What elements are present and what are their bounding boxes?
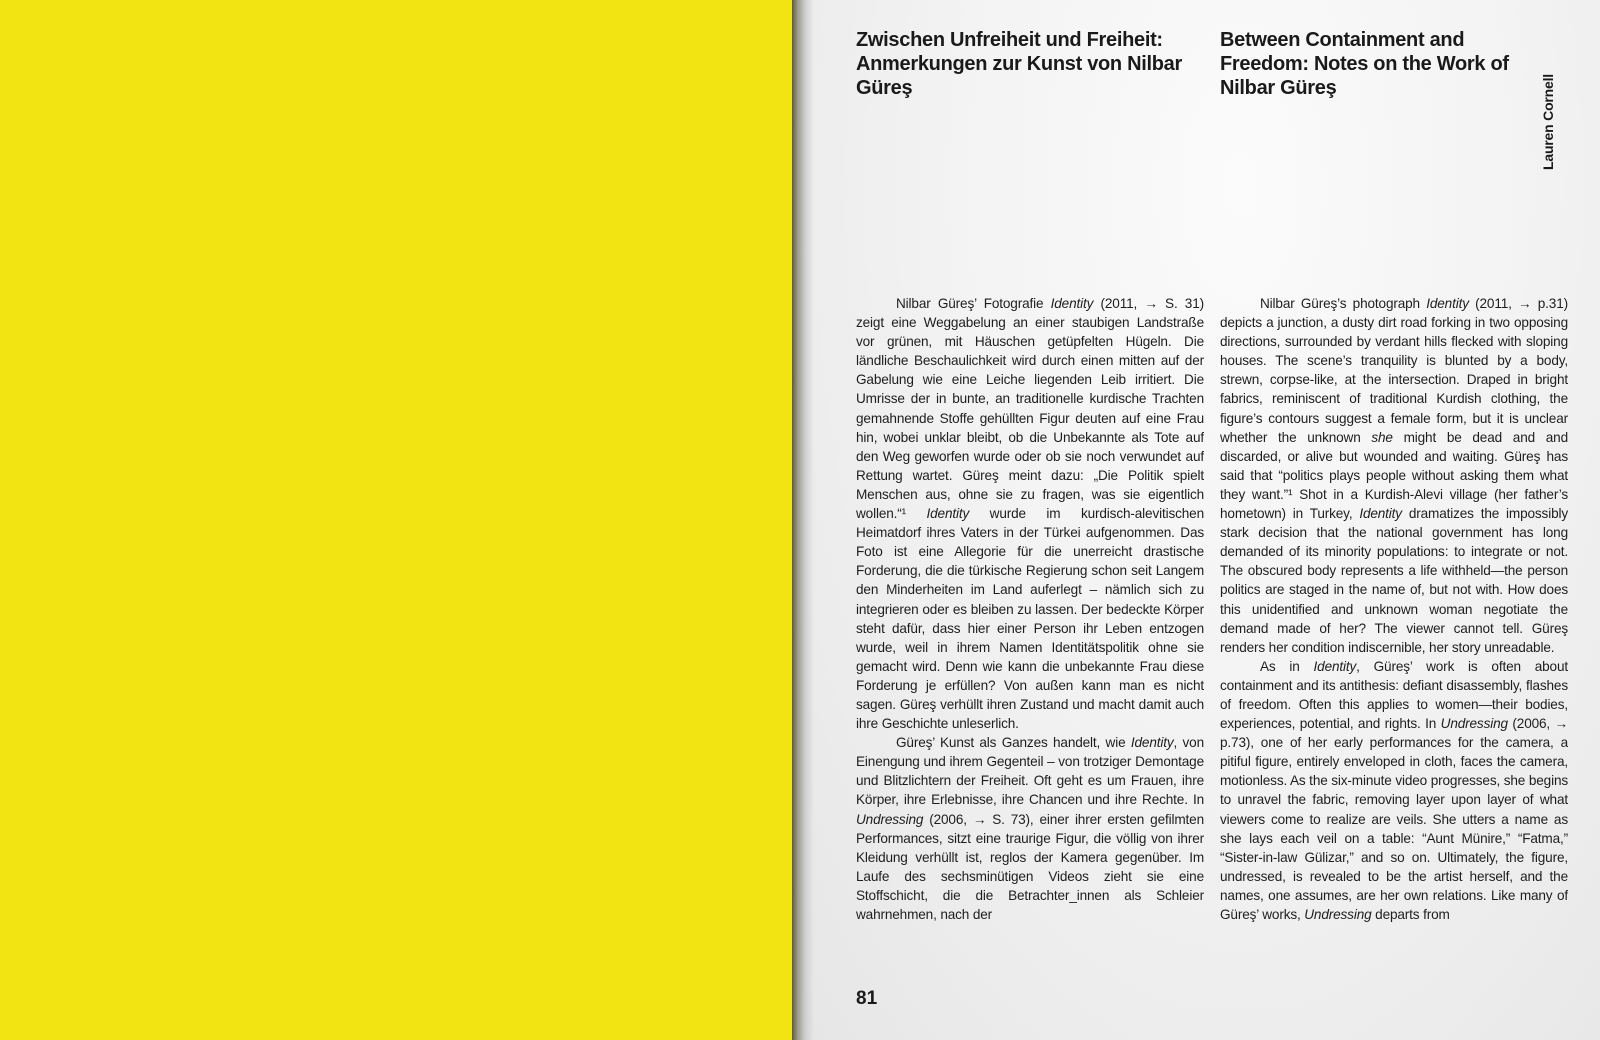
english-text-column bbox=[1220, 294, 1568, 964]
yellow-endpaper-page bbox=[0, 0, 796, 1040]
german-paragraph-2: Güreş’ Kunst als Ganzes handelt, wie Identity, von Einengung und ihrem Gegenteil – von trotziger Demontage und Blitzlichtern der Freiheit. Oft geht es um Frauen, ihre Körper, ihre Erlebnisse, ihre Chancen und ihre Rechte. In Undressing (2006, → S. 73), einer ihrer ersten gefilmten Performances, sitzt eine traurige Figur, die völlig von ihrer Kleidung verhüllt ist, reglos der Kamera gegenüber. Im Laufe des sechsminütigen Videos zieht sie eine Stoffschicht, die die Betrachter_innen als Schleier wahrnehmen, nach der bbox=[856, 735, 1204, 922]
german-text-column bbox=[856, 294, 1204, 964]
page-number: 81 bbox=[856, 988, 878, 1009]
german-paragraph-1: Nilbar Güreş’ Fotografie Identity (2011, → S. 31) zeigt eine Weggabelung an einer staubigen Landstraße vor grünen, mit Häuschen getüpfelten Hügeln. Die ländliche Beschaulichkeit wird durch einen mitten auf der Gabelung wie eine Leiche liegenden Leib irritiert. Die Umrisse der in bunte, an traditionelle kurdische Trachten gemahnende Stoffe gehüllten Figur deuten auf eine Frau hin, wobei unklar bleibt, ob die Unbekannte als Tote auf den Weg geworfen wurde oder ob sie noch verwundet auf Rettung wartet. Güreş meint dazu: „Die Politik spielt Menschen aus, ohne sie zu fragen, was sie eigentlich wollen.“¹ Identity wurde im kurdisch-alevitischen Heimatdorf ihres Vaters in der Türkei aufgenommen. Das Foto ist eine Allegorie für die unerreicht drastische Forderung, die die türkische Regierung schon seit Langem den Minderheiten im Land auferlegt – nämlich sich zu integrieren oder es bleiben zu lassen. Der bedeckte Körper steht dafür, dass hier einer Person ihr Leben entzogen wurde, weil in ihrem Namen Identitätspolitik ohne sie gemacht wird. Denn wie kann die unbekannte Frau diese Forderung je erfüllen? Von außen kann man es nicht sagen. Güreş verhüllt ihren Zustand und macht damit auch ihre Geschichte unleserlich. bbox=[856, 296, 1204, 732]
book-gutter-shadow bbox=[792, 0, 814, 1040]
english-paragraph-1: Nilbar Güreş’s photograph Identity (2011, → p.31) depicts a junction, a dusty dirt road forking in two opposing directions, surrounded by verdant hills flecked with sloping houses. The scene’s tranquility is blunted by a body, strewn, corpse-like, at the intersection. Draped in bright fabrics, reminiscent of traditional Kurdish clothing, the figure’s contours suggest a female form, but it is unclear whether the unknown she might be dead and and discarded, or alive but wounded and waiting. Güreş has said that “politics plays people without asking them what they want.”¹ Shot in a Kurdish-Alevi village (her father’s hometown) in Turkey, Identity dramatizes the impossibly stark decision that the national government has long demanded of its minority populations: to integrate or not. The obscured body represents a life withheld—the person politics are staged in the name of, but not with. How does this unidentified and unknown woman negotiate the demand made of her? The viewer cannot tell. Güreş renders her condition indiscernible, her story unreadable. bbox=[1220, 296, 1568, 655]
title-english: Between Containment and Freedom: Notes on the Work of Nilbar Güreş bbox=[1220, 29, 1509, 99]
author-name: Lauren Cornell bbox=[1540, 74, 1556, 170]
title-german: Zwischen Unfreiheit und Freiheit: Anmerkungen zur Kunst von Nilbar Güreş bbox=[856, 29, 1182, 99]
english-paragraph-2: As in Identity, Güreş’ work is often about containment and its antithesis: defiant disassembly, flashes of freedom. Often this applies to women—their bodies, experiences, potential, and rights. In Undressing (2006, → p.73), one of her early performances for the camera, a pitiful figure, entirely enveloped in cloth, faces the camera, motionless. As the six-minute video progresses, she begins to unravel the fabric, removing layer upon layer of what viewers come to realize are veils. She utters a name as she lays each veil on a table: “Aunt Münire,” “Fatma,” “Sister-in-law Gülizar,” and so on. Ultimately, the figure, undressed, is revealed to be the artist herself, and the names, one assumes, are her own relations. Like many of Güreş’ works, Undressing departs from bbox=[1220, 658, 1568, 922]
